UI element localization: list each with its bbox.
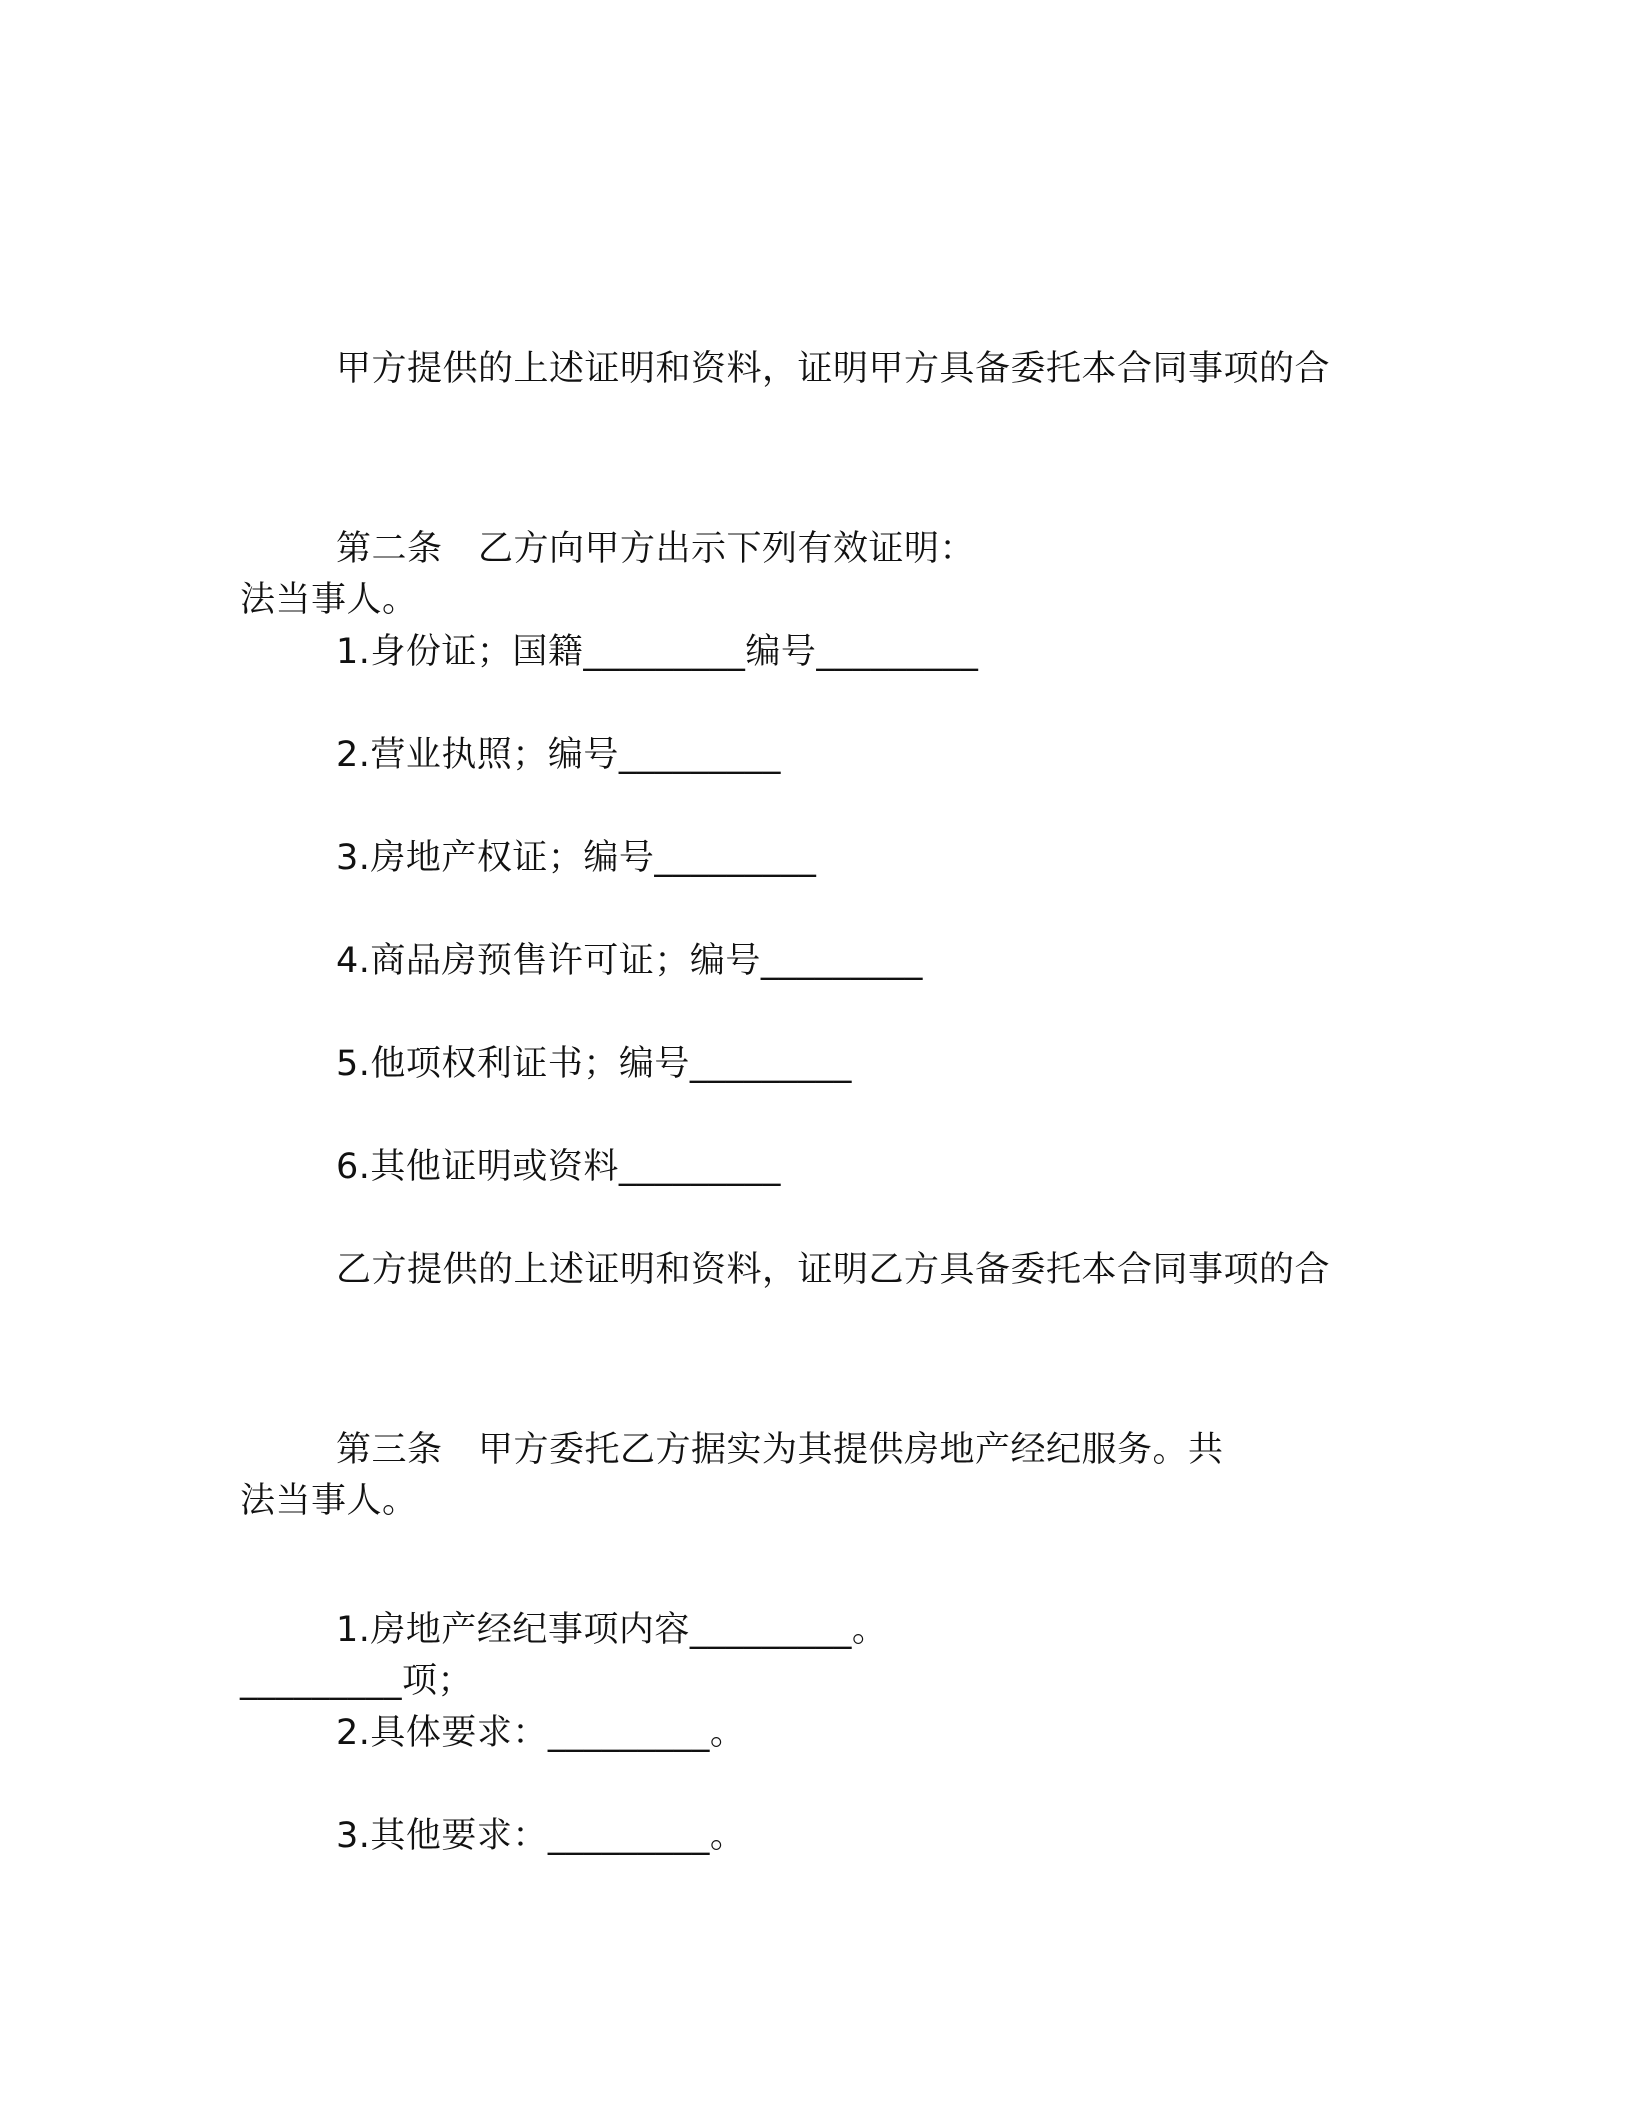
text-line: 1.房地产经纪事项内容_________。 xyxy=(336,1610,888,1650)
text-line: 乙方提供的上述证明和资料，证明乙方具备委托本合同事项的合 xyxy=(336,1250,1331,1290)
list-item-other-requirements xyxy=(240,1644,1380,2029)
text-line: 3.房地产权证；编号_________ xyxy=(336,838,817,878)
text-line: 法当事人。 xyxy=(240,580,418,620)
text-line: 法当事人。 xyxy=(240,1481,418,1521)
text-line: 6.其他证明或资料_________ xyxy=(336,1147,781,1187)
text-line: 5.他项权利证书；编号_________ xyxy=(336,1044,852,1084)
text-line: 4.商品房预售许可证；编号_________ xyxy=(336,941,923,981)
text-line: 1.身份证；国籍_________编号_________ xyxy=(336,632,979,672)
text-line: 2.营业执照；编号_________ xyxy=(336,735,781,775)
text-line: 第三条 甲方委托乙方据实为其提供房地产经纪服务。共 xyxy=(336,1430,1224,1470)
text-line: 2.具体要求：_________。 xyxy=(336,1713,746,1753)
text-line: 第二条 乙方向甲方出示下列有效证明： xyxy=(336,529,976,569)
text-line: _________项； xyxy=(240,1661,474,1701)
text-line: 3.其他要求：_________。 xyxy=(336,1816,746,1856)
text-line: 甲方提供的上述证明和资料，证明甲方具备委托本合同事项的合 xyxy=(336,349,1331,389)
